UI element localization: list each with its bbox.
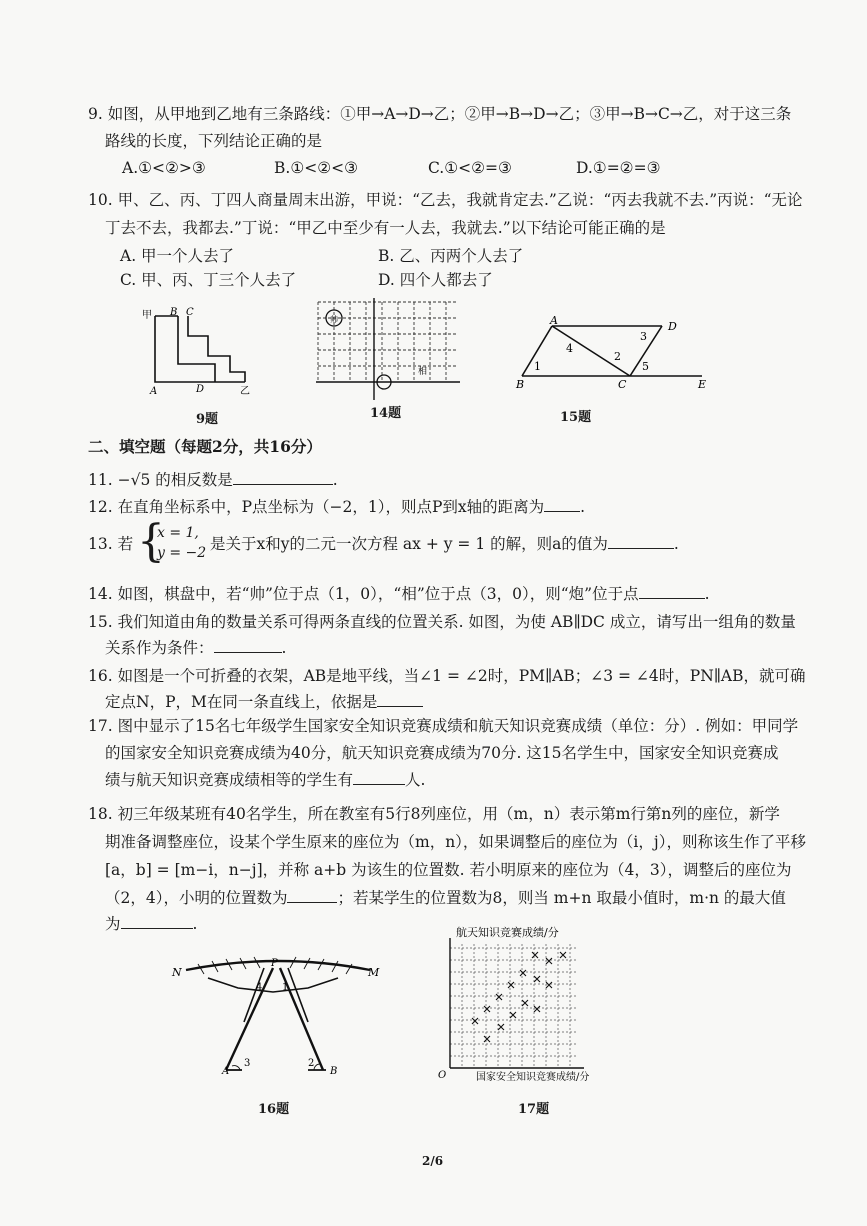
q10-option-b: B. 乙、丙两个人去了 — [378, 247, 524, 265]
fig9-label-a: A — [150, 386, 158, 397]
q13-post: 是关于x和y的二元一次方程 ax + y = 1 的解，则a的值为 — [210, 535, 608, 553]
q10-option-a: A. 甲一个人去了 — [120, 247, 235, 265]
q18-line2: 期准备调整座位，设某个学生原来的座位为（m，n），如果调整后的座位为（i，j），则称该生作了平移 — [105, 833, 806, 851]
fig17-xlabel: 国家安全知识竞赛成绩/分 — [476, 1072, 590, 1083]
fig16-label-n: N — [172, 966, 182, 979]
fig15-label-b: B — [516, 378, 525, 391]
q10-option-d: D. 四个人都去了 — [378, 271, 493, 289]
q18-line4: （2，4），小明的位置数为 — [105, 889, 288, 907]
q16-line2: 定点N，P，M在同一条直线上，依据是 — [105, 693, 378, 711]
q15-line2: 关系作为条件： — [105, 639, 214, 657]
q9-option-c: C.①<②=③ — [428, 159, 512, 177]
fig16-label-1: 1 — [282, 982, 289, 993]
q17-line2: 的国家安全知识竞赛成绩为40分，航天知识竞赛成绩为70分. 这15名学生中，国家安全知识竞赛成 — [105, 744, 779, 762]
q13-eq1: x = 1, — [157, 525, 199, 541]
q12-text: 12. 在直角坐标系中，P点坐标为（−2，1），则点P到x轴的距离为 — [88, 498, 545, 516]
figure-16 — [168, 950, 378, 1086]
q18-answer-blank-1[interactable] — [287, 888, 337, 903]
figure-9 — [140, 306, 270, 398]
fig15-label-d: D — [668, 320, 677, 333]
fig9-label-c: C — [186, 307, 194, 318]
fig15-caption: 15题 — [560, 410, 592, 425]
q11-math: −√5 — [117, 471, 151, 489]
q14-answer-blank[interactable] — [639, 584, 705, 599]
q18-line4-row — [105, 888, 786, 908]
q9-line2: 路线的长度，下列结论正确的是 — [105, 132, 323, 150]
fig14-shuai: 帅 — [330, 315, 338, 324]
q13-post-line: 是关于x和y的二元一次方程 ax + y = 1 的解，则a的值为 . — [210, 535, 679, 553]
q11-post: 的相反数是 — [150, 471, 233, 489]
q13-eq2: y = −2 — [157, 545, 207, 561]
fig9-label-d: D — [196, 384, 205, 395]
q14: 14. 如图，棋盘中，若“帅”位于点（1，0），“相”位于点（3，0），则“炮”位于点 . — [88, 585, 710, 603]
q16-answer-blank[interactable] — [377, 692, 423, 707]
fig15-label-5: 5 — [642, 360, 649, 373]
q13-brace: { — [137, 516, 165, 567]
q15-line1: 15. 我们知道由角的数量关系可得两条直线的位置关系. 如图，为使 AB∥DC 成立，请写出一组角的数量 — [88, 613, 796, 631]
fig16-label-m: M — [368, 966, 380, 979]
fig15-label-c: C — [618, 378, 627, 391]
q9-line1: 9. 如图，从甲地到乙地有三条路线：①甲→A→D→乙；②甲→B→D→乙；③甲→B→C→乙，对于这三条 — [88, 105, 792, 123]
fig16-label-b: B — [330, 1066, 338, 1077]
q11-pre: 11. — [88, 471, 118, 489]
fig17-origin: O — [438, 1070, 447, 1081]
q15-line2-row: 关系作为条件： . — [105, 639, 287, 657]
fig15-label-3: 3 — [640, 330, 647, 343]
q17-line1: 17. 图中显示了15名七年级学生国家安全知识竞赛成绩和航天知识竞赛成绩（单位：分）. 例如：甲同学 — [88, 717, 799, 735]
q18-line1: 18. 初三年级某班有40名学生，所在教室有5行8列座位，用（m，n）表示第m行第n列的座位，新学 — [88, 805, 780, 823]
fig15-label-a: A — [550, 314, 558, 327]
fig17-ylabel: 航天知识竞赛成绩/分 — [456, 926, 559, 939]
fig14-caption: 14题 — [370, 406, 402, 421]
section-2-heading: 二、填空题（每题2分，共16分） — [88, 437, 322, 456]
q13-pre: 13. 若 — [88, 535, 134, 553]
q12-answer-blank[interactable] — [544, 497, 580, 512]
q11: 11. −√5 的相反数是 . — [88, 471, 338, 489]
q12: 12. 在直角坐标系中，P点坐标为（−2，1），则点P到x轴的距离为 . — [88, 498, 586, 516]
q9-option-a: A.①<②>③ — [122, 159, 206, 177]
page-number: 2/6 — [422, 1154, 444, 1168]
q18-answer-blank-2[interactable] — [121, 914, 193, 929]
q18-line5-row: 为 . — [105, 915, 198, 933]
fig16-label-4: 4 — [256, 982, 263, 993]
q10-line1: 10. 甲、乙、丙、丁四人商量周末出游，甲说：“乙去，我就肯定去.”乙说：“丙去我就不去.”丙说：“无论 — [88, 191, 803, 209]
fig16-label-p: P — [271, 958, 278, 969]
fig16-label-2: 2 — [308, 1058, 315, 1069]
fig9-label-b: B — [170, 307, 178, 318]
q9-option-d: D.①=②=③ — [576, 159, 661, 177]
q17-answer-blank[interactable] — [353, 770, 405, 785]
fig17-caption: 17题 — [518, 1102, 550, 1117]
q17-line3: 绩与航天知识竞赛成绩相等的学生有 — [105, 771, 354, 789]
fig16-label-3: 3 — [244, 1058, 251, 1069]
figure-15 — [512, 314, 712, 394]
figure-17 — [436, 924, 646, 1086]
figure-14 — [314, 296, 464, 400]
fig14-xiang: 相 — [418, 367, 428, 377]
q13-answer-blank[interactable] — [608, 534, 674, 549]
q9-option-b: B.①<②<③ — [274, 159, 358, 177]
q11-answer-blank[interactable] — [233, 470, 333, 485]
q17-line3-post: 人. — [405, 771, 426, 789]
fig15-label-2: 2 — [614, 350, 621, 363]
q18-line3: [a，b] = [m−i，n−j]，并称 a+b 为该生的位置数. 若小明原来的座位为（4，3），调整后的座位为 — [105, 861, 792, 879]
q17-line3-row — [105, 770, 425, 790]
q14-text: 14. 如图，棋盘中，若“帅”位于点（1，0），“相”位于点（3，0），则“炮”位于点 — [88, 585, 639, 603]
fig16-label-a: A — [222, 1066, 230, 1077]
fig9-label-yi: 乙 — [240, 386, 250, 397]
q18-line4-mid: ；若某学生的位置数为8，则当 m+n 取最小值时，m·n 的最大值 — [337, 889, 786, 907]
fig9-label-jia: 甲 — [142, 310, 152, 321]
fig15-label-1: 1 — [534, 360, 541, 373]
fig15-label-e: E — [698, 378, 707, 391]
fig16-caption: 16题 — [258, 1102, 290, 1117]
q10-option-c: C. 甲、丙、丁三个人去了 — [120, 271, 297, 289]
fig15-label-4: 4 — [566, 342, 573, 355]
q15-answer-blank[interactable] — [214, 638, 282, 653]
q10-line2: 丁去不去，我都去.”丁说：“甲乙中至少有一人去，我就去.”以下结论可能正确的是 — [105, 219, 666, 237]
q16-line2-row — [105, 692, 423, 712]
fig9-caption: 9题 — [196, 412, 219, 427]
q16-line1: 16. 如图是一个可折叠的衣架，AB是地平线，当∠1 = ∠2时，PM∥AB；∠3 = ∠4时，PN∥AB，就可确 — [88, 667, 806, 685]
q18-line5: 为 — [105, 915, 121, 933]
